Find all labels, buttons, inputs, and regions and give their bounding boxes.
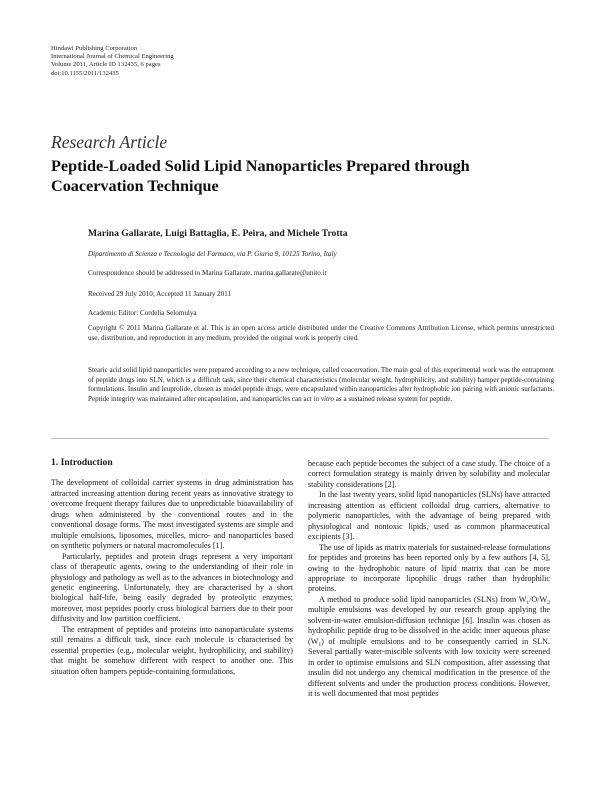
paragraph: The development of colloidal carrier systems in drug administration has attracted increasing attention during recent years as innovative strategy to overcome frequent therapy failures due to unpredictable bioavailability of drugs when administered by the conventional routes and in the conventional dosage forms. The most investigated systems are simple and multiple emulsions, liposomes, micelles, micro- and nanoparticles based on synthetic polymers or natural macromolecules [1].	[51, 478, 293, 551]
author-list: Marina Gallarate, Luigi Battaglia, E. Peira, and Michele Trotta	[88, 228, 348, 239]
abstract	[88, 366, 554, 404]
journal-name: International Journal of Chemical Engineering	[51, 53, 174, 61]
title-line-2: Coacervation Technique	[51, 177, 219, 195]
title-line-1: Peptide-Loaded Solid Lipid Nanoparticles Prepared through	[51, 157, 470, 175]
volume-info: Volume 2011, Article ID 132435, 6 pages	[51, 61, 161, 69]
correspondence: Correspondence should be addressed to Marina Gallarate, marina.gallarate@unito.it	[88, 269, 327, 277]
paragraph-text: /O/W	[529, 594, 548, 604]
article-type: Research Article	[51, 132, 168, 152]
left-column	[51, 458, 293, 677]
paragraph: The use of lipids as matrix materials for sustained-release formulations for peptides and proteins has been reported only by a few authors [4, 5], owing to the hydrophobic nature of lipid matrix that can be more appropriate to incorporate lipophilic drugs rather than hydrophilic proteins.	[308, 542, 550, 594]
paragraph	[308, 595, 550, 700]
doi: doi:10.1155/2011/132435	[51, 69, 119, 77]
section-divider	[51, 438, 549, 439]
subscript: 1	[526, 599, 530, 606]
subscript: 1	[318, 641, 322, 648]
paragraph-text: ) of multiple emulsions and to be consequently carried in SLN. Several partially water-miscible solvents with low toxicity were screened in order to optimise emulsions and SLN composition, after assessing that insulin did not undergo any chemical modification in the presence of the different solvents and under the production process conditions. However, it is well documented that most peptides	[308, 636, 550, 698]
right-column	[308, 459, 550, 699]
paragraph: Particularly, peptides and protein drugs represent a very important class of therapeutic agents, owing to the understanding of their role in physiology and pathology as well as to the advances in biotechnology and genetic engineering. Unfortunately, they are characterised by a short biological half-life, being easily degraded by proteolytic enzymes; moreover, most peptides poorly cross biological barriers due to their poor diffusivity and low partition coefficient.	[51, 551, 293, 624]
abstract-text-end: as a sustained release system for peptide.	[335, 394, 453, 403]
paragraph-text: A method to produce solid lipid nanoparticles (SLNs) from W	[319, 594, 527, 604]
section-heading: 1. Introduction	[51, 457, 113, 468]
journal-header	[51, 45, 351, 78]
affiliation: Dipartimento di Scienza e Tecnologia del Farmaco, via P. Giuria 9, 10125 Torino, Italy	[88, 250, 337, 258]
paragraph: The entrapment of peptides and proteins into nanoparticulate systems still remains a difficult task, since each molecule is characterised by essential properties (e.g., molecular weight, hydrophilicity, and stability) that might be somehow different with respect to another one. This situation often hampers peptide-containing formulations,	[51, 624, 293, 676]
subscript: 2	[547, 599, 550, 606]
paragraph: because each peptide becomes the subject of a case study. The choice of a correct formulation strategy is mainly driven by solubility and molecular stability considerations [2].	[308, 459, 550, 489]
publisher-name: Hindawi Publishing Corporation	[51, 45, 138, 52]
paragraph-text: multiple emulsions was developed by our research group applying the solvent-in-water emulsion-diffusion technique [6]. Insulin was chosen as hydrophilic peptide drug to be dissolved in the acidic inner aqueous phase (W	[308, 605, 550, 646]
paper-title	[51, 156, 561, 196]
paragraph: In the last twenty years, solid lipid nanoparticles (SLNs) have attracted increasing attention as efficient colloidal drug carriers, alternative to polymeric nanoparticles, with the advantage of being prepared with physiological and nontoxic lipids, used as common pharmaceutical excipients [3].	[308, 490, 550, 542]
received-dates: Received 29 July 2010; Accepted 11 January 2011	[88, 290, 232, 298]
abstract-text: Stearic acid solid lipid nanoparticles were prepared according to a new technique, called coacervation. The main goal of this experimental work was the entrapment of peptide drugs into SLN, which is a difficult task, since their chemical characteristics (molecular weight, hydrophilicity, and stability) hamper peptide-containing formulations. Insulin and leuprolide, chosen as model peptide drugs, were encapsulated within nanoparticles after hydrophobic ion pairing with anionic surfactants. Peptide integrity was maintained after encapsulation, and nanoparticles can act	[88, 366, 554, 403]
academic-editor: Academic Editor: Cordelia Selomulya	[88, 309, 197, 317]
copyright-notice: Copyright © 2011 Marina Gallarate et al. This is an open access article distributed under the Creative Commons Attribution License, which permits unrestricted use, distribution, and reproduction in any medium, provided the original work is properly cited.	[88, 324, 554, 342]
abstract-italic: in vitro	[313, 394, 334, 403]
